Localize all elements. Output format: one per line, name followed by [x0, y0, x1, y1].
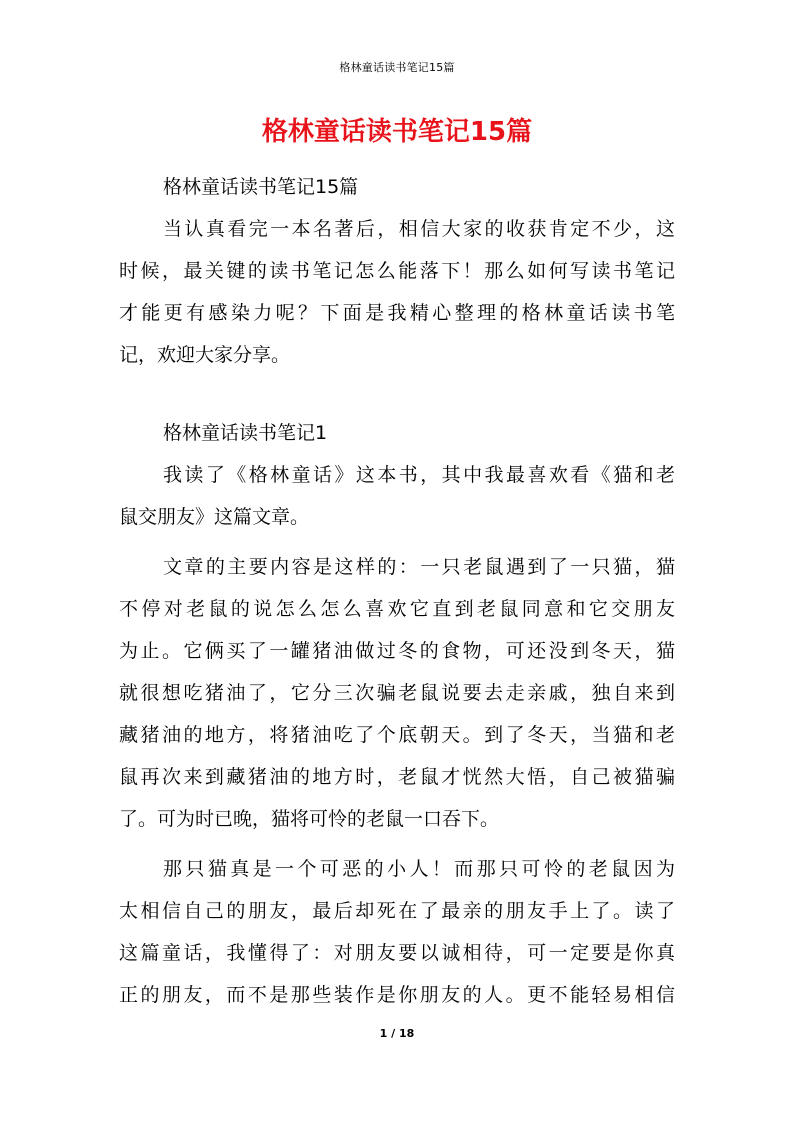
paragraph-line: 我读了《格林童话》这本书，其中我最喜欢看《猫和老	[163, 464, 675, 486]
paragraph-line: 太相信自己的朋友，最后却死在了最亲的朋友手上了。读了	[119, 900, 675, 922]
paragraph-line: 不停对老鼠的说怎么怎么喜欢它直到老鼠同意和它交朋友	[119, 598, 675, 620]
paragraph-line: 鼠交朋友》这篇文章。	[119, 506, 310, 528]
subtitle: 格林童话读书笔记15篇	[163, 176, 359, 198]
paragraph-line: 正的朋友，而不是那些装作是你朋友的人。更不能轻易相信	[119, 984, 675, 1006]
intro-line: 时候，最关键的读书笔记怎么能落下！那么如何写读书笔记	[119, 260, 675, 282]
paragraph-line: 藏猪油的地方，将猪油吃了个底朝天。到了冬天，当猫和老	[119, 724, 675, 746]
section-heading: 格林童话读书笔记1	[163, 422, 328, 444]
running-header: 格林童话读书笔记15篇	[339, 61, 455, 74]
paragraph-line: 为止。它俩买了一罐猪油做过冬的食物，可还没到冬天，猫	[119, 640, 675, 662]
intro-line: 记，欢迎大家分享。	[119, 344, 291, 366]
paragraph-line: 文章的主要内容是这样的：一只老鼠遇到了一只猫，猫	[163, 556, 675, 578]
document-title: 格林童话读书笔记15篇	[261, 117, 533, 147]
paragraph-line: 了。可为时已晚，猫将可怜的老鼠一口吞下。	[119, 808, 500, 830]
paragraph-line: 鼠再次来到藏猪油的地方时，老鼠才恍然大悟，自己被猫骗	[119, 766, 675, 788]
intro-line: 当认真看完一本名著后，相信大家的收获肯定不少，这	[163, 218, 675, 240]
paragraph-line: 就很想吃猪油了，它分三次骗老鼠说要去走亲戚，独自来到	[119, 682, 675, 704]
paragraph-line: 这篇童话，我懂得了：对朋友要以诚相待，可一定要是你真	[119, 942, 675, 964]
intro-line: 才能更有感染力呢？下面是我精心整理的格林童话读书笔	[119, 302, 675, 324]
page-number: 1 / 18	[379, 1027, 415, 1040]
intro-block	[119, 166, 675, 376]
paragraph-line: 那只猫真是一个可恶的小人！而那只可怜的老鼠因为	[163, 858, 675, 880]
section-1	[119, 412, 675, 1016]
